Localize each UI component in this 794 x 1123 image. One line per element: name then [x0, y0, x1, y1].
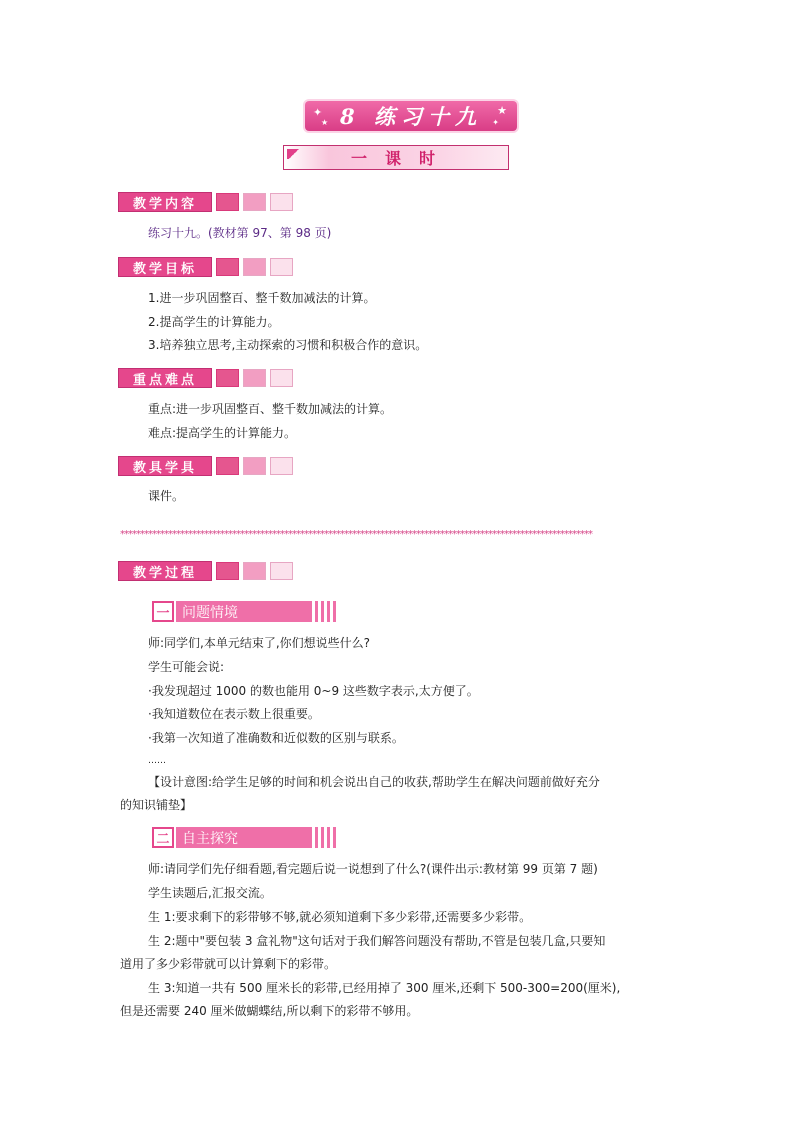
- star-icon: ★: [321, 118, 329, 127]
- decor-square: [216, 193, 239, 211]
- stripes-decoration: [315, 827, 339, 848]
- title-banner: [305, 101, 517, 131]
- process-line: 生 3:知道一共有 500 厘米长的彩带,已经用掉了 300 厘米,还剩下 500-300=200(厘米),: [148, 981, 621, 995]
- subsection-bar-2: [152, 827, 339, 848]
- goal-line: 1.进一步巩固整百、整千数加减法的计算。: [148, 291, 376, 305]
- decor-square: [216, 258, 239, 276]
- subsection-bar-1: [152, 601, 339, 622]
- subtitle-banner: [283, 145, 509, 170]
- section-label: 教学目标: [118, 257, 212, 277]
- decor-square: [270, 562, 293, 580]
- process-line: ·我发现超过 1000 的数也能用 0~9 这些数字表示,太方便了。: [148, 684, 479, 698]
- decor-square: [270, 369, 293, 387]
- keypoint-line: 难点:提高学生的计算能力。: [148, 426, 297, 440]
- decor-square: [243, 369, 266, 387]
- section-label: 教学过程: [118, 561, 212, 581]
- process-line: 师:请同学们先仔细看题,看完题后说一说想到了什么?(课件出示:教材第 99 页第 7 题): [148, 862, 598, 876]
- page-title: 8 练习十九: [340, 104, 482, 129]
- decor-square: [243, 457, 266, 475]
- process-line: 生 2:题中"要包装 3 盒礼物"这句话对于我们解答问题没有帮助,不管是包装几盒,只要知: [148, 934, 606, 948]
- section-label: 教学内容: [118, 192, 212, 212]
- keypoint-line: 重点:进一步巩固整百、整千数加减法的计算。: [148, 402, 393, 416]
- decor-square: [243, 258, 266, 276]
- decor-square: [216, 562, 239, 580]
- stripes-decoration: [315, 601, 339, 622]
- process-line: 学生读题后,汇报交流。: [148, 886, 272, 900]
- decor-square: [216, 457, 239, 475]
- section-head-tools: [118, 456, 293, 476]
- tools-line: 课件。: [148, 489, 185, 503]
- section-label: 教具学具: [118, 456, 212, 476]
- star-icon: ✦: [492, 118, 499, 127]
- section-label: 重点难点: [118, 368, 212, 388]
- decor-square: [270, 457, 293, 475]
- subsection-title: 问题情境: [176, 601, 312, 622]
- star-divider: **********************************************************************************************************************: [120, 530, 592, 540]
- content-line: 练习十九。(教材第 97、第 98 页): [148, 226, 332, 240]
- process-line: 但是还需要 240 厘米做蝴蝶结,所以剩下的彩带不够用。: [120, 1004, 419, 1018]
- process-line: ·我知道数位在表示数上很重要。: [148, 707, 320, 721]
- section-head-goals: [118, 257, 293, 277]
- subsection-number: 一: [152, 601, 174, 622]
- section-head-keypoints: [118, 368, 293, 388]
- page-subtitle: 一课时: [350, 149, 453, 168]
- star-icon: ✦: [313, 106, 323, 119]
- goal-line: 3.培养独立思考,主动探索的习惯和积极合作的意识。: [148, 338, 428, 352]
- subsection-number: 二: [152, 827, 174, 848]
- design-intent-line: 的知识铺垫】: [120, 798, 193, 812]
- decor-square: [243, 562, 266, 580]
- decor-square: [270, 193, 293, 211]
- process-line: ·我第一次知道了准确数和近似数的区别与联系。: [148, 731, 404, 745]
- goal-line: 2.提高学生的计算能力。: [148, 315, 280, 329]
- process-line: 道用了多少彩带就可以计算剩下的彩带。: [120, 957, 337, 971]
- corner-decoration: [287, 149, 301, 159]
- section-head-content: [118, 192, 293, 212]
- decor-square: [270, 258, 293, 276]
- process-line: 师:同学们,本单元结束了,你们想说些什么?: [148, 636, 371, 650]
- process-line: 生 1:要求剩下的彩带够不够,就必须知道剩下多少彩带,还需要多少彩带。: [148, 910, 532, 924]
- process-line: ……: [148, 756, 166, 766]
- subsection-title: 自主探究: [176, 827, 312, 848]
- design-intent-line: 【设计意图:给学生足够的时间和机会说出自己的收获,帮助学生在解决问题前做好充分: [148, 775, 600, 789]
- star-icon: ★: [497, 104, 507, 117]
- decor-square: [216, 369, 239, 387]
- process-line: 学生可能会说:: [148, 660, 225, 674]
- section-head-process: [118, 561, 293, 581]
- decor-square: [243, 193, 266, 211]
